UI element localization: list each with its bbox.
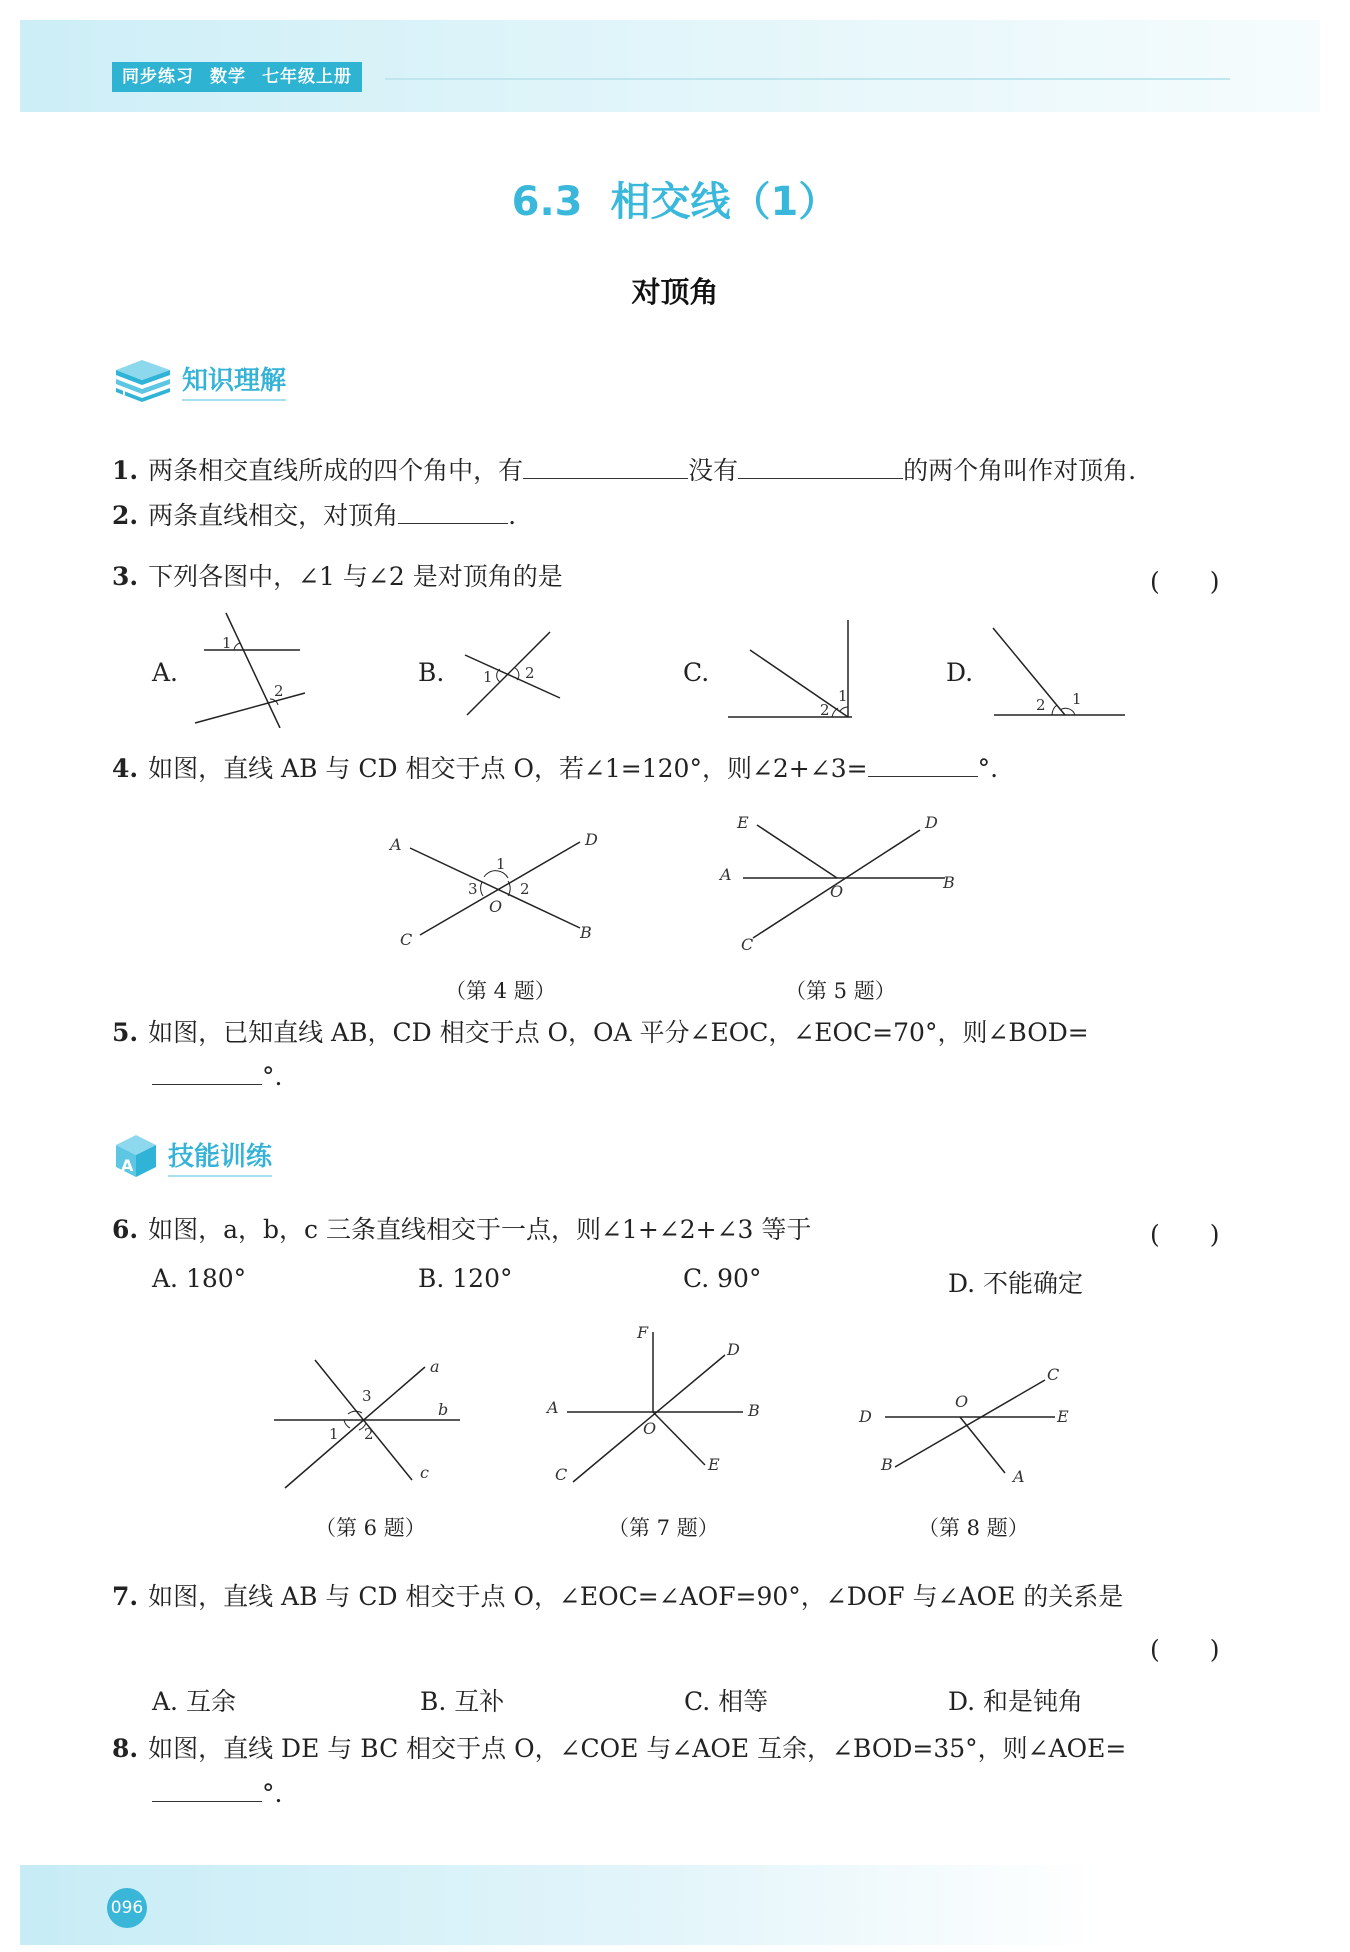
question-3: 3. 下列各图中，∠1 与∠2 是对顶角的是 [112,562,563,591]
option-c: C. [683,658,710,687]
cube-icon [112,1133,160,1179]
option-c: C. 90° [683,1264,762,1293]
label-point-f: F [637,1323,649,1342]
caption-fig5: （第 5 题） [785,979,896,1003]
section-title: 相交线（1） [610,179,839,225]
label-angle-2: 2 [525,664,535,682]
label-point-o: O [955,1392,969,1411]
breadcrumb-item: 同步练习 [122,67,194,87]
label-angle-1: 1 [1072,690,1082,708]
label-point-e: E [708,1455,720,1474]
figure-6 [270,1345,470,1495]
footer-band [20,1865,1100,1945]
question-6: 6. 如图，a，b，c 三条直线相交于一点，则∠1+∠2+∠3 等于 [112,1215,812,1244]
label-point-a: A [547,1398,559,1417]
option-b: B. [418,658,445,687]
breadcrumb-item: 七年级上册 [262,67,352,87]
label-line-b: b [438,1400,449,1419]
label-point-a: A [720,865,732,884]
section-label: 知识理解 [182,360,286,401]
question-7: 7. 如图，直线 AB 与 CD 相交于点 O，∠EOC=∠AOF=90°，∠DOF 与∠AOE 的关系是 [112,1582,1124,1611]
question-8-cont: °. [152,1775,282,1811]
label-point-e: E [737,813,749,832]
label-line-c: c [420,1463,429,1482]
svg-text:A: A [121,1156,134,1175]
label-angle-1: 1 [329,1425,339,1443]
option-d: D. 和是钝角 [948,1687,1084,1716]
figure-4 [380,820,610,955]
caption-fig7: （第 7 题） [608,1516,719,1540]
label-point-d: D [585,830,598,849]
breadcrumb-item: 数学 [210,67,246,87]
answer-blank[interactable] [152,1058,262,1085]
label-point-o: O [643,1419,657,1438]
option-a: A. 180° [152,1264,247,1293]
label-point-b: B [881,1455,893,1474]
label-angle-2: 2 [274,682,284,700]
figure-q3-a [190,608,310,728]
label-angle-1: 1 [496,855,506,873]
label-angle-2: 2 [820,701,830,719]
label-line-a: a [430,1357,440,1376]
option-d: D. 不能确定 [948,1269,1084,1298]
question-8: 8. 如图，直线 DE 与 BC 相交于点 O，∠COE 与∠AOE 互余，∠BOD=35°，则∠AOE= [112,1734,1127,1763]
question-2: 2. 两条直线相交，对顶角 . [112,497,516,533]
label-point-b: B [748,1401,760,1420]
option-b: B. 互补 [420,1687,505,1716]
label-point-b: B [580,923,592,942]
label-point-c: C [1047,1365,1060,1384]
label-point-c: C [400,930,413,949]
answer-paren[interactable]: ( ) [1150,567,1220,596]
answer-paren[interactable]: ( ) [1150,1220,1220,1249]
label-angle-2: 2 [1036,696,1046,714]
answer-paren[interactable]: ( ) [1150,1635,1220,1664]
label-angle-2: 2 [520,880,530,898]
figure-q3-d [990,620,1130,720]
label-point-d: D [859,1407,872,1426]
books-icon [112,358,174,402]
caption-fig8: （第 8 题） [918,1516,1029,1540]
label-point-d: D [727,1340,740,1359]
figure-q3-c [720,615,860,725]
option-a: A. [152,658,179,687]
answer-blank[interactable] [523,452,688,479]
label-point-a: A [390,835,402,854]
caption-fig6: （第 6 题） [315,1516,426,1540]
option-c: C. 相等 [684,1687,769,1716]
label-point-c: C [741,935,754,954]
label-point-a: A [1013,1467,1025,1486]
label-angle-1: 1 [838,687,848,705]
figure-q3-b [455,620,565,720]
label-point-o: O [830,882,844,901]
label-angle-3: 3 [468,880,478,898]
label-point-b: B [943,873,955,892]
label-angle-1: 1 [483,668,493,686]
question-5-cont: °. [152,1058,282,1094]
header-rule [385,78,1230,80]
section-knowledge [112,357,286,403]
caption-fig4: （第 4 题） [445,979,556,1003]
answer-blank[interactable] [868,750,978,777]
breadcrumb [112,62,362,92]
question-5: 5. 如图，已知直线 AB，CD 相交于点 O，OA 平分∠EOC，∠EOC=70°，则∠BOD= [112,1018,1089,1047]
figure-5 [715,810,975,960]
answer-blank[interactable] [738,452,903,479]
label-angle-2: 2 [364,1425,374,1443]
option-b: B. 120° [418,1264,513,1293]
answer-blank[interactable] [398,497,508,524]
page-subtitle: 对顶角 [631,275,719,309]
label-point-c: C [555,1465,568,1484]
page-number: 096 [107,1888,147,1928]
option-a: A. 互余 [152,1687,236,1716]
figure-7 [545,1320,765,1495]
section-skills [112,1133,272,1179]
figure-8 [855,1355,1085,1495]
label-angle-1: 1 [222,634,232,652]
label-point-o: O [489,897,503,916]
section-label: 技能训练 [168,1136,272,1177]
answer-blank[interactable] [152,1775,262,1802]
label-angle-3: 3 [362,1387,372,1405]
page-title [0,170,1350,227]
label-point-e: E [1057,1407,1069,1426]
question-1: 1. 两条相交直线所成的四个角中，有 没有 的两个角叫作对顶角. [112,452,1136,488]
section-number: 6.3 [511,179,583,225]
label-point-d: D [925,813,938,832]
question-4: 4. 如图，直线 AB 与 CD 相交于点 O，若∠1=120°，则∠2+∠3= °. [112,750,998,786]
option-d: D. [946,658,974,687]
